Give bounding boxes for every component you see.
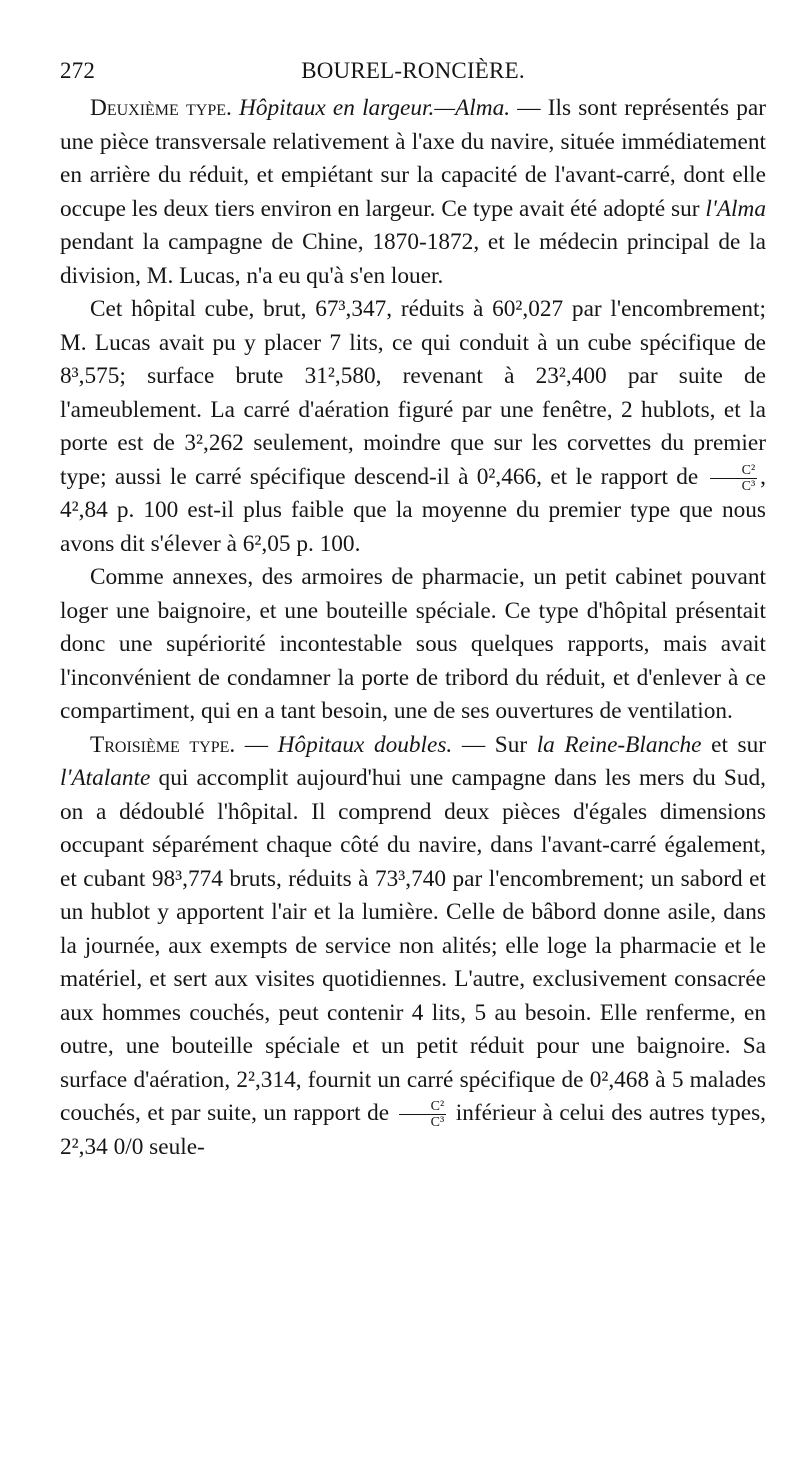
ship-name: l'Atalante (60, 765, 151, 791)
section-heading: Hôpitaux en largeur.—Alma. (239, 95, 511, 121)
paragraph-text: qui accomplit aujourd'hui une campagne dans les mers du Sud, on a dédoublé l'hôpital. Il comprend deux pièces d'égales dimensions occupant séparément chaque côté du navire, dans l'avant-carré également, et cubant 98³,774 bruts, réduits à 73³,740 par l'encombrement; un sabord et un hublot y apportent l'air et la lumière. Celle de bâbord donne asile, dans la journée, aux exempts de service non alités; elle loge la pharmacie et le matériel, et sert aux visites quotidiennes. L'autre, exclusivement consacrée aux hommes couchés, peut contenir 4 lits, 5 au besoin. Elle renferme, en outre, une bouteille spéciale et un petit réduit pour une baignoire. Sa surface d'aération, 2²,314, fournit un carré spécifique de 0²,468 à 5 malades couchés, et par suite, un rapport de (60, 765, 766, 1126)
paragraph-annexes (60, 561, 766, 729)
ship-name: la Reine-Blanche (536, 731, 702, 758)
type-label-separator: . (226, 95, 240, 121)
ship-name: l'Alma (705, 195, 766, 222)
paragraph-text: — Sur (452, 731, 537, 758)
paragraph-text: Comme annexes, des armoires de pharmacie, un petit cabinet pouvant loger une baignoire, et une bouteille spéciale. Ce type d'hôpital présentait donc une supériorité incontestable sous quelques rapports, mais avait l'inconvénient de condamner la porte de tribord du réduit, et d'enlever à ce compartiment, qui en a tant besoin, une de ses ouvertures de ventilation. (60, 564, 766, 724)
type-label-separator: . — (229, 731, 278, 758)
fraction-denominator: C³ (741, 478, 756, 494)
paragraph-troisieme-type (60, 729, 766, 1165)
ratio-fraction (710, 463, 758, 494)
section-heading: Hôpitaux doubles. (277, 731, 453, 758)
paragraph-text: inférieur à celui des autres types, 2²,34 0/0 seule- (60, 1100, 766, 1160)
type-label: Deuxième type (90, 95, 226, 121)
page-body (60, 92, 766, 1164)
page-number: 272 (60, 58, 96, 83)
paragraph-text: Cet hôpital cube, brut, 67³,347, réduits à 60²,027 par l'encombrement; M. Lucas avait pu y placer 7 lits, ce qui conduit à un cube spécifique de 8³,575; surface brute 31²,580, revenant à 23²,400 par suite de l'ameublement. La carré d'aération figuré par une fenêtre, 2 hublots, et la porte est de 3²,262 seulement, moindre que sur les corvettes du premier type; aussi le carré spécifique descend-il à 0²,466, et le rapport de (60, 296, 766, 490)
fraction-denominator: C³ (430, 1115, 445, 1131)
paragraph-deuxieme-type (60, 92, 766, 293)
ratio-fraction (399, 1099, 447, 1130)
paragraph-text: pendant la campagne de Chine, 1870-1872, et le médecin principal de la division, M. Lucas, n'a eu qu'à s'en louer. (60, 229, 766, 289)
type-label: Troisième type (90, 731, 230, 758)
running-title: BOUREL-RONCIÈRE. (301, 58, 525, 83)
fraction-numerator: C² (399, 1099, 447, 1115)
fraction-numerator: C² (710, 463, 758, 479)
page-header (60, 58, 766, 88)
paragraph-text: — Ils sont représentés par une pièce transversale relativement à l'axe du navire, située immédiatement en arrière du réduit, et empiétant sur la capacité de l'avant-carré, dont elle occupe les deux tiers environ en largeur. Ce type avait été adopté sur (60, 95, 766, 222)
paragraph-text: , 4²,84 p. 100 est-il plus faible que la moyenne du premier type que nous avons dit s'élever à 6²,05 p. 100. (60, 463, 766, 557)
paragraph-hopital-cube (60, 293, 766, 561)
paragraph-text: et sur (701, 731, 766, 758)
